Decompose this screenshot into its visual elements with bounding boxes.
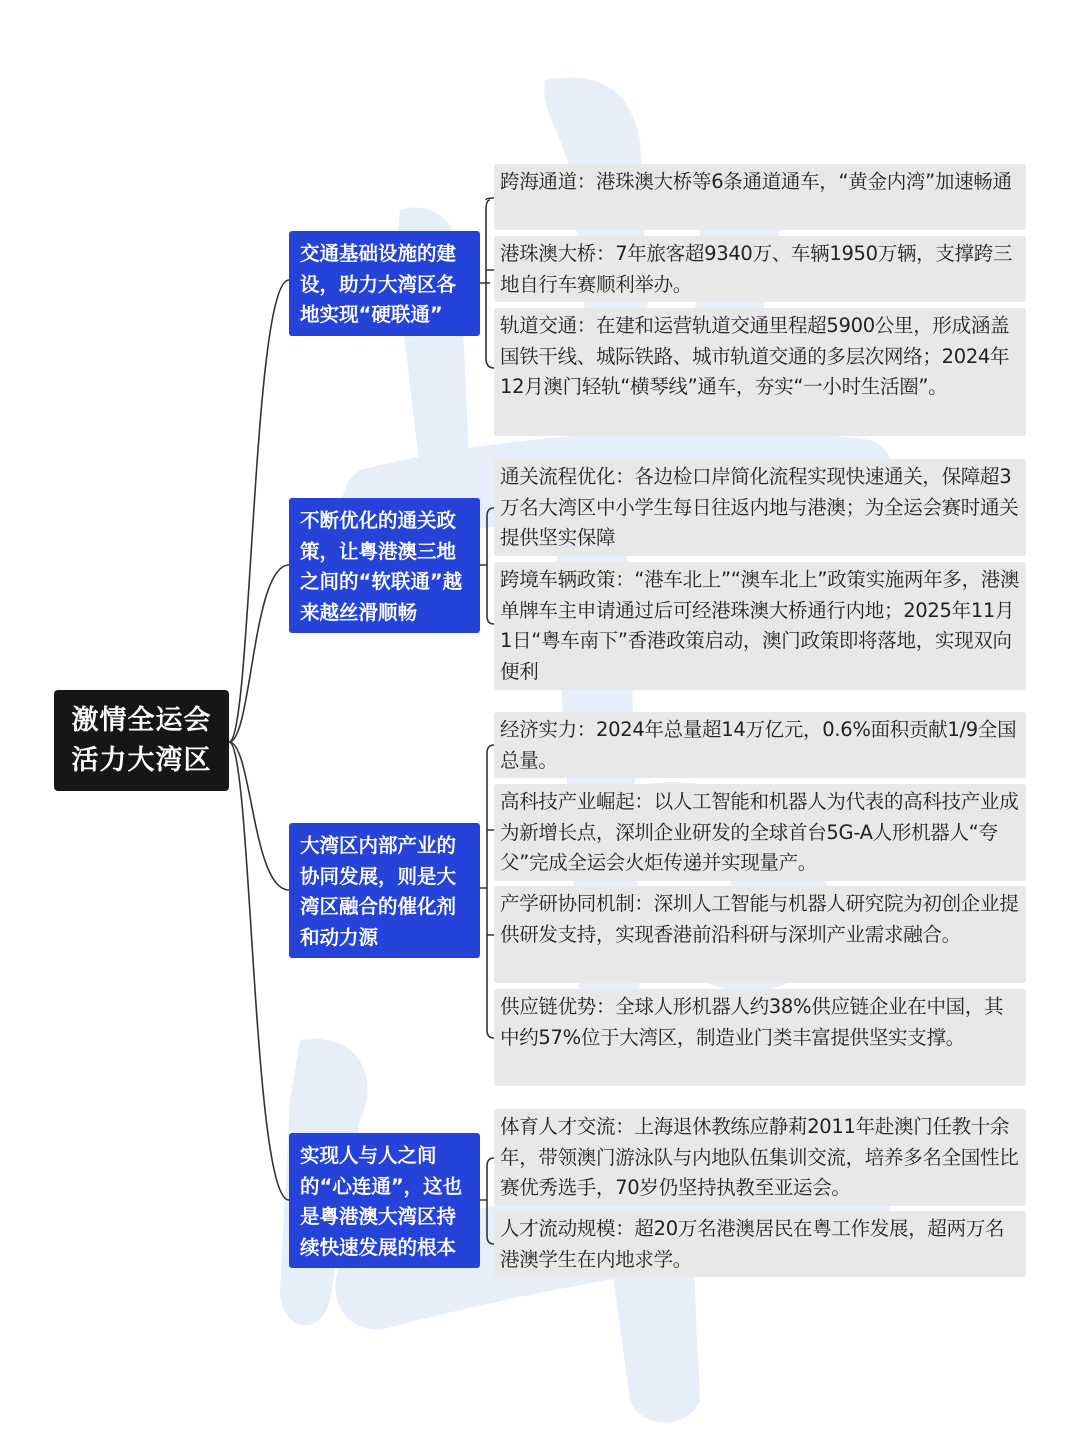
root-title-line-1: 激情全运会: [71, 704, 212, 736]
root-node: [54, 690, 229, 791]
connector-branch-1-leaves: [480, 198, 494, 368]
leaf-node-industry-research: 产学研协同机制：深圳人工智能与机器人研究院为初创企业提供研发支持，实现香港前沿科研与深圳产业需求融合。: [494, 886, 1026, 983]
leaf-node-cross-border-vehicles: 跨境车辆政策：“港车北上”“澳车北上”政策实施两年多，港澳单牌车主申请通过后可经港珠澳大桥通行内地；2025年11月1日“粤车南下”香港政策启动，澳门政策即将落地，实现双向便利: [494, 562, 1026, 690]
leaf-node-economic-strength: 经济实力：2024年总量超14万亿元，0.6%面积贡献1/9全国总量。: [494, 712, 1026, 778]
connector-branch-2-leaves: [480, 508, 494, 624]
leaf-node-high-tech: 高科技产业崛起：以人工智能和机器人为代表的高科技产业成为新增长点，深圳企业研发的全球首台5G-A人形机器人“夸父”完成全运会火炬传递并实现量产。: [494, 784, 1026, 881]
branch-node-industry-synergy: 大湾区内部产业的协同发展，则是大湾区融合的催化剂和动力源: [289, 823, 480, 958]
connector-root-branch-3: [229, 742, 289, 890]
leaf-node-sports-talent: 体育人才交流：上海退休教练应静莉2011年赴澳门任教十余年，带领澳门游泳队与内地队伍集训交流，培养多名全国性比赛优秀选手，70岁仍坚持执教至亚运会。: [494, 1109, 1026, 1206]
leaf-node-hzmb-bridge: 港珠澳大桥：7年旅客超9340万、车辆1950万辆，支撑跨三地自行车赛顺利举办。: [494, 236, 1026, 302]
leaf-node-rail-transit: 轨道交通：在建和运营轨道交通里程超5900公里，形成涵盖国铁干线、城际铁路、城市轨道交通的多层次网络；2024年12月澳门轻轨“横琴线”通车，夯实“一小时生活圈”。: [494, 308, 1026, 436]
leaf-node-talent-flow: 人才流动规模：超20万名港澳居民在粤工作发展，超两万名港澳学生在内地求学。: [494, 1211, 1026, 1277]
leaf-node-supply-chain: 供应链优势：全球人形机器人约38%供应链企业在中国，其中约57%位于大湾区，制造业门类丰富提供坚实支撑。: [494, 989, 1026, 1086]
branch-node-soft-connectivity: 不断优化的通关政策，让粤港澳三地之间的“软联通”越来越丝滑顺畅: [289, 498, 480, 633]
connector-root-branch-4: [229, 742, 289, 1200]
leaf-node-sea-crossing: 跨海通道：港珠澳大桥等6条通道通车，“黄金内湾”加速畅通: [494, 164, 1026, 230]
connector-branch-4-leaves: [480, 1158, 494, 1244]
branch-node-heart-connectivity: 实现人与人之间的“心连通”，这也是粤港澳大湾区持续快速发展的根本: [289, 1133, 480, 1268]
branch-node-hard-connectivity: 交通基础设施的建设，助力大湾区各地实现“硬联通”: [289, 231, 480, 336]
connector-root-branch-1: [229, 280, 289, 742]
leaf-node-customs-optimization: 通关流程优化：各边检口岸简化流程实现快速通关，保障超3万名大湾区中小学生每日往返内地与港澳；为全运会赛时通关提供坚实保障: [494, 459, 1026, 556]
root-title-line-2: 活力大湾区: [71, 744, 212, 776]
connector-branch-3-leaves: [480, 745, 494, 1038]
